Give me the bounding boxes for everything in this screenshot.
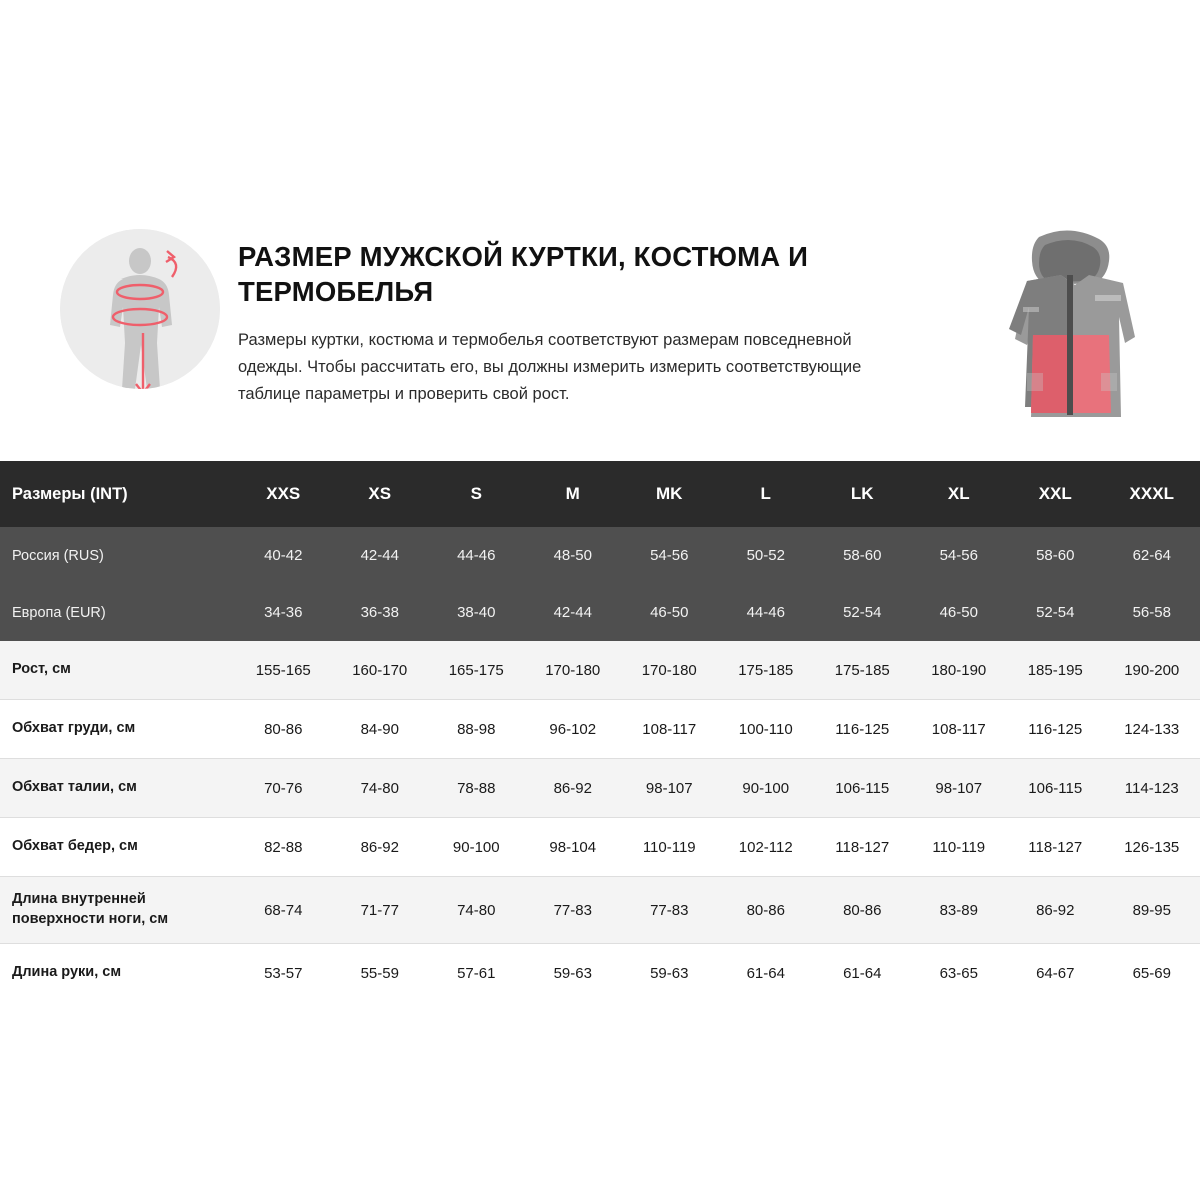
table-cell: 50-52 xyxy=(718,527,815,584)
table-cell: 86-92 xyxy=(332,818,429,877)
table-cell: 185-195 xyxy=(1007,641,1104,700)
row-label: Обхват груди, см xyxy=(0,700,235,759)
table-cell: 54-56 xyxy=(911,527,1008,584)
table-row xyxy=(0,759,1200,818)
table-cell: 155-165 xyxy=(235,641,332,700)
table-cell: 116-125 xyxy=(814,700,911,759)
table-cell: 74-80 xyxy=(332,759,429,818)
table-cell: 70-76 xyxy=(235,759,332,818)
table-cell: 86-92 xyxy=(525,759,622,818)
row-label: Длина внутренней поверхности ноги, см xyxy=(0,877,235,944)
table-cell: 78-88 xyxy=(428,759,525,818)
table-cell: 55-59 xyxy=(332,944,429,1003)
table-cell: 58-60 xyxy=(814,527,911,584)
row-label: Европа (EUR) xyxy=(0,584,235,641)
table-cell: 118-127 xyxy=(1007,818,1104,877)
column-header: XL xyxy=(911,461,1008,527)
table-cell: 58-60 xyxy=(1007,527,1104,584)
column-header: LK xyxy=(814,461,911,527)
table-cell: 36-38 xyxy=(332,584,429,641)
table-row xyxy=(0,527,1200,584)
table-cell: 63-65 xyxy=(911,944,1008,1003)
table-cell: 90-100 xyxy=(718,759,815,818)
table-cell: 98-104 xyxy=(525,818,622,877)
column-header: L xyxy=(718,461,815,527)
table-cell: 59-63 xyxy=(621,944,718,1003)
table-cell: 80-86 xyxy=(718,877,815,944)
row-label: Длина руки, см xyxy=(0,944,235,1003)
table-cell: 175-185 xyxy=(814,641,911,700)
column-header: XS xyxy=(332,461,429,527)
size-table-container xyxy=(0,461,1200,1002)
table-cell: 84-90 xyxy=(332,700,429,759)
table-cell: 61-64 xyxy=(718,944,815,1003)
table-cell: 88-98 xyxy=(428,700,525,759)
row-label: Россия (RUS) xyxy=(0,527,235,584)
table-cell: 62-64 xyxy=(1104,527,1200,584)
column-header: Размеры (INT) xyxy=(0,461,235,527)
table-row xyxy=(0,877,1200,944)
table-cell: 98-107 xyxy=(621,759,718,818)
table-cell: 44-46 xyxy=(718,584,815,641)
table-cell: 74-80 xyxy=(428,877,525,944)
row-label: Обхват талии, см xyxy=(0,759,235,818)
table-cell: 118-127 xyxy=(814,818,911,877)
column-header: XXL xyxy=(1007,461,1104,527)
table-cell: 116-125 xyxy=(1007,700,1104,759)
table-row xyxy=(0,641,1200,700)
table-cell: 48-50 xyxy=(525,527,622,584)
table-cell: 46-50 xyxy=(621,584,718,641)
table-row xyxy=(0,584,1200,641)
table-cell: 42-44 xyxy=(525,584,622,641)
table-cell: 34-36 xyxy=(235,584,332,641)
table-cell: 106-115 xyxy=(814,759,911,818)
table-cell: 52-54 xyxy=(814,584,911,641)
table-cell: 80-86 xyxy=(235,700,332,759)
column-header: S xyxy=(428,461,525,527)
table-cell: 108-117 xyxy=(621,700,718,759)
table-cell: 53-57 xyxy=(235,944,332,1003)
table-cell: 102-112 xyxy=(718,818,815,877)
table-cell: 40-42 xyxy=(235,527,332,584)
table-cell: 68-74 xyxy=(235,877,332,944)
table-cell: 106-115 xyxy=(1007,759,1104,818)
body-measurement-icon xyxy=(60,229,220,389)
table-cell: 80-86 xyxy=(814,877,911,944)
table-header-row xyxy=(0,461,1200,527)
column-header: XXS xyxy=(235,461,332,527)
page-title: РАЗМЕР МУЖСКОЙ КУРТКИ, КОСТЮМА И ТЕРМОБЕЛЬЯ xyxy=(238,241,809,308)
table-cell: 90-100 xyxy=(428,818,525,877)
table-cell: 56-58 xyxy=(1104,584,1200,641)
table-cell: 61-64 xyxy=(814,944,911,1003)
table-cell: 165-175 xyxy=(428,641,525,700)
table-cell: 44-46 xyxy=(428,527,525,584)
table-cell: 175-185 xyxy=(718,641,815,700)
table-cell: 110-119 xyxy=(911,818,1008,877)
table-cell: 86-92 xyxy=(1007,877,1104,944)
table-cell: 160-170 xyxy=(332,641,429,700)
table-cell: 96-102 xyxy=(525,700,622,759)
column-header: MK xyxy=(621,461,718,527)
table-cell: 64-67 xyxy=(1007,944,1104,1003)
column-header: M xyxy=(525,461,622,527)
table-row xyxy=(0,700,1200,759)
table-row xyxy=(0,944,1200,1003)
table-cell: 82-88 xyxy=(235,818,332,877)
table-cell: 180-190 xyxy=(911,641,1008,700)
table-cell: 83-89 xyxy=(911,877,1008,944)
table-cell: 170-180 xyxy=(621,641,718,700)
jacket-photo xyxy=(975,223,1165,463)
table-cell: 98-107 xyxy=(911,759,1008,818)
row-label: Рост, см xyxy=(0,641,235,700)
table-cell: 89-95 xyxy=(1104,877,1200,944)
table-cell: 108-117 xyxy=(911,700,1008,759)
table-cell: 100-110 xyxy=(718,700,815,759)
table-cell: 42-44 xyxy=(332,527,429,584)
table-cell: 110-119 xyxy=(621,818,718,877)
table-cell: 52-54 xyxy=(1007,584,1104,641)
table-row xyxy=(0,818,1200,877)
column-header: XXXL xyxy=(1104,461,1200,527)
table-cell: 38-40 xyxy=(428,584,525,641)
table-cell: 124-133 xyxy=(1104,700,1200,759)
page-header xyxy=(0,205,1200,460)
size-table xyxy=(0,461,1200,1002)
table-cell: 77-83 xyxy=(621,877,718,944)
row-label: Обхват бедер, см xyxy=(0,818,235,877)
table-cell: 54-56 xyxy=(621,527,718,584)
page-subtitle: Размеры куртки, костюма и термобелья соответствуют размерам повседневной одежды. Чтобы рассчитать его, вы должны измерить измерить соответствующие таблице параметры и проверить свой рост. xyxy=(238,331,862,403)
table-cell: 46-50 xyxy=(911,584,1008,641)
table-cell: 170-180 xyxy=(525,641,622,700)
table-cell: 126-135 xyxy=(1104,818,1200,877)
table-cell: 59-63 xyxy=(525,944,622,1003)
header-text-block xyxy=(238,239,938,408)
table-cell: 190-200 xyxy=(1104,641,1200,700)
table-cell: 114-123 xyxy=(1104,759,1200,818)
table-cell: 57-61 xyxy=(428,944,525,1003)
table-cell: 71-77 xyxy=(332,877,429,944)
table-cell: 77-83 xyxy=(525,877,622,944)
table-cell: 65-69 xyxy=(1104,944,1200,1003)
